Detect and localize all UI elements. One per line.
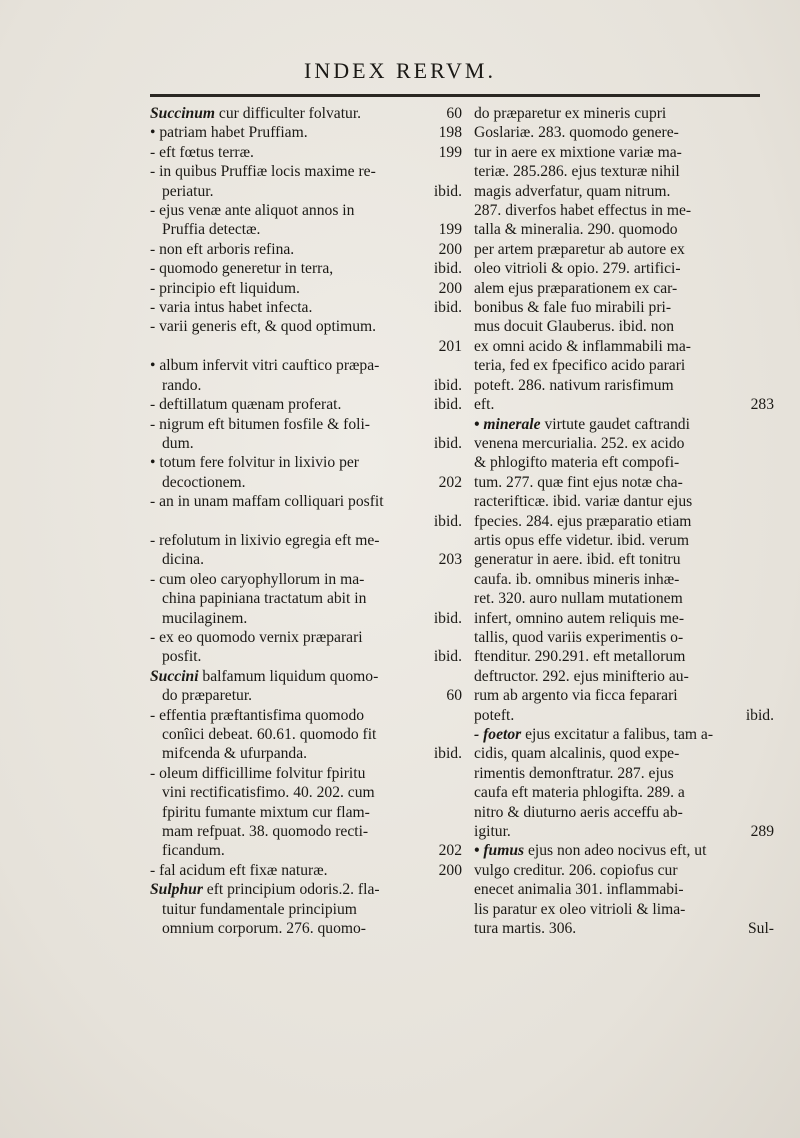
index-entry-body: • patriam habet Pruffiam. (150, 124, 308, 142)
index-entry-text (474, 395, 494, 414)
index-entry-text (162, 609, 247, 628)
index-line (150, 900, 462, 919)
index-entry-body: - an in unam maffam colliquari posfit (150, 493, 384, 511)
index-keyword: Succini (150, 667, 199, 685)
index-line (150, 143, 462, 162)
index-line (474, 356, 774, 375)
index-entry-body: poteft. (474, 706, 515, 724)
index-entry-text (162, 725, 376, 744)
index-entry-text (474, 182, 670, 201)
index-line (150, 220, 462, 239)
index-line (150, 822, 462, 841)
index-line (150, 531, 462, 550)
index-entry-text (474, 647, 685, 666)
index-entry-text (474, 764, 674, 783)
index-line (474, 841, 774, 860)
header-rule (150, 94, 760, 97)
index-entry-body: - ex eo quomodo vernix præparari (150, 628, 363, 646)
index-entry-body: magis adverfatur, quam nitrum. (474, 182, 671, 200)
index-line (474, 686, 774, 705)
index-entry-body: do præparetur ex mineris cupri (474, 105, 667, 122)
index-entry-body: mam refpuat. 38. quomodo recti- (162, 823, 369, 841)
index-entry-text (150, 667, 378, 686)
index-entry-text (150, 259, 333, 278)
index-entry-body: do præparetur. (162, 687, 253, 705)
index-entry-body: mifcenda & ufurpanda. (162, 745, 308, 763)
index-entry-text (474, 162, 680, 181)
index-entry-text (474, 706, 514, 725)
page-reference: 289 (750, 823, 774, 841)
index-entry-body: eft principium odoris.2. fla- (202, 881, 380, 899)
index-line (474, 512, 774, 531)
index-entry-text (162, 686, 252, 705)
page-reference: ibid. (433, 396, 462, 414)
index-entry-text (162, 473, 246, 492)
index-entry-body: bonibus & fale fuo mirabili pri- (474, 299, 672, 317)
index-entry-body: mucilaginem. (162, 609, 248, 627)
index-entry-text (162, 822, 368, 841)
index-entry-body: dicina. (162, 551, 204, 569)
left-index-column (150, 104, 462, 938)
index-line (150, 182, 462, 201)
index-entry-body: - effentia præftantisfima quomodo (150, 706, 365, 724)
index-entry-body: tallis, quod variis experimentis o- (474, 628, 684, 646)
index-entry-body: vulgo creditur. 206. copiofus cur (474, 861, 678, 879)
index-line (150, 512, 462, 531)
index-line (474, 570, 774, 589)
index-entry-text (474, 550, 681, 569)
index-entry-text (474, 434, 684, 453)
index-entry-body: lis paratur ex oleo vitrioli & lima- (474, 900, 686, 918)
index-entry-text (162, 589, 366, 608)
index-entry-text (162, 220, 260, 239)
index-entry-body: ret. 320. auro nullam mutationem (474, 590, 683, 608)
index-entry-body: - non eft arboris refina. (150, 240, 295, 258)
index-entry-text (474, 376, 674, 395)
index-entry-text (474, 686, 678, 705)
index-entry-text (150, 123, 308, 142)
index-entry-text (474, 628, 683, 647)
index-entry-text (150, 298, 312, 317)
index-entry-text (474, 337, 691, 356)
index-line (474, 395, 774, 414)
index-entry-body: - cum oleo caryophyllorum in ma- (150, 570, 365, 588)
index-entry-text (150, 162, 376, 181)
index-entry-body: • totum fere folvitur in lixivio per (150, 454, 360, 472)
index-entry-body: cur difficulter folvatur. (215, 105, 362, 122)
index-line (474, 880, 774, 899)
index-entry-text (162, 647, 201, 666)
index-line (150, 337, 462, 356)
page-reference: 200 (438, 240, 462, 258)
page-reference: 60 (446, 105, 462, 122)
index-entry-text (150, 201, 354, 220)
index-entry-text (474, 609, 684, 628)
index-entry-text (474, 356, 685, 375)
index-entry-text (162, 900, 357, 919)
page-reference: 203 (438, 551, 462, 569)
index-entry-text (474, 415, 690, 434)
index-line (150, 453, 462, 472)
index-line (150, 647, 462, 666)
index-entry-body: caufa eft materia phlogifta. 289. a (474, 784, 685, 802)
index-entry-text (474, 473, 683, 492)
index-entry-body: - quomodo generetur in terra, (150, 260, 334, 278)
index-entry-body: teria, fed ex fpecifico acido parari (474, 357, 686, 375)
index-entry-body: balfamum liquidum quomo- (198, 667, 379, 685)
index-line (474, 182, 774, 201)
index-entry-text (150, 861, 328, 880)
index-entry-text (474, 725, 713, 744)
page-reference: 199 (438, 143, 462, 161)
index-entry-body: nitro & diuturno aeris acceffu ab- (474, 803, 683, 821)
page-reference: ibid. (433, 299, 462, 317)
index-line (150, 744, 462, 763)
index-entry-body: - refolutum in lixivio egregia eft me- (150, 531, 380, 549)
index-entry-text (474, 512, 691, 531)
index-entry-body: ejus excitatur a falibus, tam a- (521, 726, 714, 743)
index-entry-body: cidis, quam alcalinis, quod expe- (474, 745, 680, 763)
index-line (150, 395, 462, 414)
index-entry-text (474, 589, 683, 608)
index-entry-text (474, 570, 679, 589)
index-line (474, 531, 774, 550)
index-line (474, 667, 774, 686)
index-entry-body: - in quibus Pruffiæ locis maxime re- (150, 163, 376, 181)
index-entry-body: enecet animalia 301. inflammabi- (474, 881, 684, 899)
index-line (150, 415, 462, 434)
index-entry-text (162, 841, 225, 860)
index-entry-text (474, 822, 511, 841)
page-reference: Sul- (748, 920, 774, 938)
index-keyword: - foetor (474, 726, 522, 743)
index-entry-body: decoctionem. (162, 473, 246, 491)
index-entry-text (474, 298, 671, 317)
index-line (474, 822, 774, 841)
index-line (150, 356, 462, 375)
index-entry-body: fpiritu fumante mixtum cur flam- (162, 803, 370, 821)
index-line (474, 492, 774, 511)
index-entry-text (474, 201, 691, 220)
index-entry-body: Goslariæ. 283. quomodo genere- (474, 124, 679, 142)
index-entry-text (162, 783, 375, 802)
index-entry-text (162, 376, 201, 395)
page-reference: ibid. (433, 434, 462, 452)
index-entry-body: periatur. (162, 182, 214, 200)
index-entry-text (474, 900, 685, 919)
index-line (474, 647, 774, 666)
index-entry-body: talla & mineralia. 290. quomodo (474, 221, 678, 239)
index-line (474, 143, 774, 162)
index-line (474, 589, 774, 608)
page-header: INDEX RERVM. (304, 58, 496, 83)
index-entry-body: caufa. ib. omnibus mineris inhæ- (474, 570, 680, 588)
index-entry-body: - deftillatum quænam proferat. (150, 396, 342, 414)
index-line (474, 415, 774, 434)
index-entry-body: tuitur fundamentale principium (162, 900, 357, 918)
index-entry-text (150, 453, 359, 472)
page-reference: 202 (438, 473, 462, 491)
index-entry-text (474, 783, 685, 802)
index-entry-text (474, 143, 682, 162)
index-line (474, 279, 774, 298)
index-entry-text (474, 841, 706, 860)
index-line (474, 201, 774, 220)
index-line (474, 803, 774, 822)
index-entry-text (474, 861, 678, 880)
index-line (150, 317, 462, 336)
index-entry-text (150, 570, 364, 589)
index-entry-text (474, 279, 677, 298)
index-line (150, 104, 462, 123)
page-reference: ibid. (745, 706, 774, 724)
index-entry-text (150, 531, 380, 550)
index-entry-body: Pruffia detectæ. (162, 221, 261, 239)
index-line (474, 783, 774, 802)
index-line (150, 686, 462, 705)
index-line (474, 706, 774, 725)
index-entry-body: tur in aere ex mixtione variæ ma- (474, 143, 682, 161)
index-entry-body: poteft. 286. nativum rarisfimum (474, 376, 674, 394)
index-entry-body: ficandum. (162, 842, 225, 860)
index-line (474, 220, 774, 239)
index-entry-text (474, 240, 685, 259)
index-line (150, 589, 462, 608)
index-line (150, 298, 462, 317)
page-reference: 200 (438, 279, 462, 297)
index-line (150, 919, 462, 938)
index-entry-text (150, 880, 380, 899)
index-line (474, 453, 774, 472)
page-reference: ibid. (433, 182, 462, 200)
index-entry-body: racterifticæ. ibid. variæ dantur ejus (474, 493, 693, 511)
index-entry-text (162, 803, 370, 822)
index-line (474, 259, 774, 278)
page-reference: ibid. (433, 376, 462, 394)
index-entry-text (150, 492, 384, 511)
index-line (150, 434, 462, 453)
page-reference: 201 (438, 337, 462, 355)
index-line (150, 841, 462, 860)
index-entry-body: - principio eft liquidum. (150, 279, 300, 297)
page-reference: 60 (446, 687, 462, 705)
page-reference: 199 (438, 221, 462, 239)
index-line (150, 667, 462, 686)
index-entry-body: - ejus venæ ante aliquot annos in (150, 202, 355, 220)
index-line (150, 880, 462, 899)
index-line (150, 706, 462, 725)
index-entry-text (150, 104, 361, 123)
page-reference: 283 (750, 396, 774, 414)
index-keyword: • fumus (474, 842, 525, 860)
page-reference: ibid. (433, 609, 462, 627)
index-entry-text (162, 182, 214, 201)
index-entry-body: - varia intus habet infecta. (150, 299, 313, 317)
index-entry-text (474, 317, 674, 336)
index-line (474, 376, 774, 395)
index-entry-text (474, 259, 681, 278)
index-entry-body: omnium corporum. 276. quomo- (162, 920, 366, 938)
index-line (474, 123, 774, 142)
index-line (474, 628, 774, 647)
index-entry-body: venena mercurialia. 252. ex acido (474, 434, 685, 452)
index-line (474, 725, 774, 744)
index-entry-text (474, 104, 666, 123)
index-entry-body: - fal acidum eft fixæ naturæ. (150, 861, 328, 879)
index-line (474, 317, 774, 336)
page-reference: ibid. (433, 648, 462, 666)
index-entry-text (150, 356, 379, 375)
index-entry-text (150, 706, 364, 725)
index-line (150, 492, 462, 511)
index-line (150, 570, 462, 589)
index-line (474, 861, 774, 880)
index-entry-text (150, 395, 341, 414)
index-entry-body: 287. diverfos habet effectus in me- (474, 202, 692, 220)
index-entry-body: - varii generis eft, & quod optimum. (150, 318, 377, 336)
index-entry-body: alem ejus præparationem ex car- (474, 279, 678, 297)
index-entry-body: infert, omnino autem reliquis me- (474, 609, 685, 627)
page-reference: 202 (438, 842, 462, 860)
index-entry-body: rando. (162, 376, 202, 394)
index-entry-text (474, 667, 689, 686)
index-line (150, 550, 462, 569)
index-entry-body: china papiniana tractatum abit in (162, 590, 367, 608)
index-line (150, 764, 462, 783)
index-entry-text (474, 220, 678, 239)
index-line (150, 803, 462, 822)
index-entry-body: mus docuit Glauberus. ibid. non (474, 318, 675, 336)
index-line (474, 919, 774, 938)
index-entry-text (474, 880, 684, 899)
page-reference: ibid. (433, 260, 462, 278)
index-entry-body: - oleum difficillime folvitur fpiritu (150, 764, 366, 782)
page-reference: ibid. (433, 745, 462, 763)
index-entry-body: & phlogifto materia eft compofi- (474, 454, 680, 472)
index-entry-text (474, 919, 576, 938)
page-reference: 200 (438, 861, 462, 879)
index-entry-body: ftenditur. 290.291. eft metallorum (474, 648, 686, 666)
index-entry-body: artis opus effe videtur. ibid. verum (474, 531, 689, 549)
index-entry-body: per artem præparetur ab autore ex (474, 240, 685, 258)
index-line (474, 900, 774, 919)
index-entry-body: oleo vitrioli & opio. 279. artifici- (474, 260, 681, 278)
index-line (150, 201, 462, 220)
index-entry-text (150, 415, 370, 434)
index-line (474, 434, 774, 453)
index-line (474, 609, 774, 628)
index-entry-body: ejus non adeo nocivus eft, ut (524, 842, 707, 860)
index-entry-text (162, 744, 307, 763)
index-entry-body: - nigrum eft bitumen fosfile & foli- (150, 415, 370, 433)
index-line (474, 337, 774, 356)
index-line (474, 473, 774, 492)
index-line (150, 783, 462, 802)
index-entry-text (162, 919, 366, 938)
index-entry-body: vini rectificatisfimo. 40. 202. cum (162, 784, 375, 802)
index-entry-text (150, 628, 363, 647)
index-line (150, 259, 462, 278)
index-entry-body: dum. (162, 434, 194, 452)
index-line (474, 104, 774, 123)
index-line (150, 628, 462, 647)
index-line (150, 279, 462, 298)
index-line (474, 550, 774, 569)
index-keyword: Succinum (150, 105, 215, 122)
index-entry-body: tura martis. 306. (474, 920, 577, 938)
right-index-column (474, 104, 774, 938)
index-entry-body: rimentis demonftratur. 287. ejus (474, 764, 674, 782)
index-line (474, 162, 774, 181)
index-line (150, 861, 462, 880)
index-entry-text (474, 531, 689, 550)
index-entry-text (474, 453, 679, 472)
index-entry-text (474, 803, 683, 822)
index-line (150, 123, 462, 142)
index-line (150, 376, 462, 395)
index-entry-body: - eft fœtus terræ. (150, 143, 254, 161)
index-line (150, 725, 462, 744)
index-entry-body: posfit. (162, 648, 202, 666)
index-line (474, 298, 774, 317)
index-line (474, 240, 774, 259)
index-entry-body: deftructor. 292. ejus minifterio au- (474, 667, 689, 685)
index-entry-body: igitur. (474, 823, 511, 841)
index-keyword: • minerale (474, 415, 541, 433)
page-reference: 198 (438, 124, 462, 142)
index-line (150, 162, 462, 181)
index-entry-body: conîici debeat. 60.61. quomodo fit (162, 726, 377, 743)
index-entry-body: eft. (474, 396, 495, 414)
index-line (150, 473, 462, 492)
index-entry-text (162, 434, 194, 453)
index-line (150, 240, 462, 259)
index-line (150, 609, 462, 628)
index-line (474, 744, 774, 763)
index-entry-body: tum. 277. quæ fint ejus notæ cha- (474, 473, 683, 491)
index-entry-text (474, 492, 692, 511)
index-keyword: Sulphur (150, 881, 203, 899)
index-entry-body: virtute gaudet caftrandi (540, 415, 690, 433)
index-entry-body: ex omni acido & inflammabili ma- (474, 337, 691, 355)
index-entry-body: rum ab argento via ficca feparari (474, 687, 678, 705)
index-entry-text (474, 123, 679, 142)
index-entry-body: teriæ. 285.286. ejus texturæ nihil (474, 163, 680, 181)
index-line (474, 764, 774, 783)
index-entry-text (162, 550, 204, 569)
index-entry-text (474, 744, 679, 763)
index-entry-body: fpecies. 284. ejus præparatio etiam (474, 512, 692, 530)
index-entry-body: generatur in aere. ibid. eft tonitru (474, 551, 681, 569)
index-entry-text (150, 143, 254, 162)
index-entry-body: • album infervit vitri cauftico præpa- (150, 357, 380, 375)
index-entry-text (150, 240, 294, 259)
index-entry-text (150, 279, 300, 298)
index-entry-text (150, 317, 376, 336)
page-reference: ibid. (433, 512, 462, 530)
index-entry-text (150, 764, 365, 783)
